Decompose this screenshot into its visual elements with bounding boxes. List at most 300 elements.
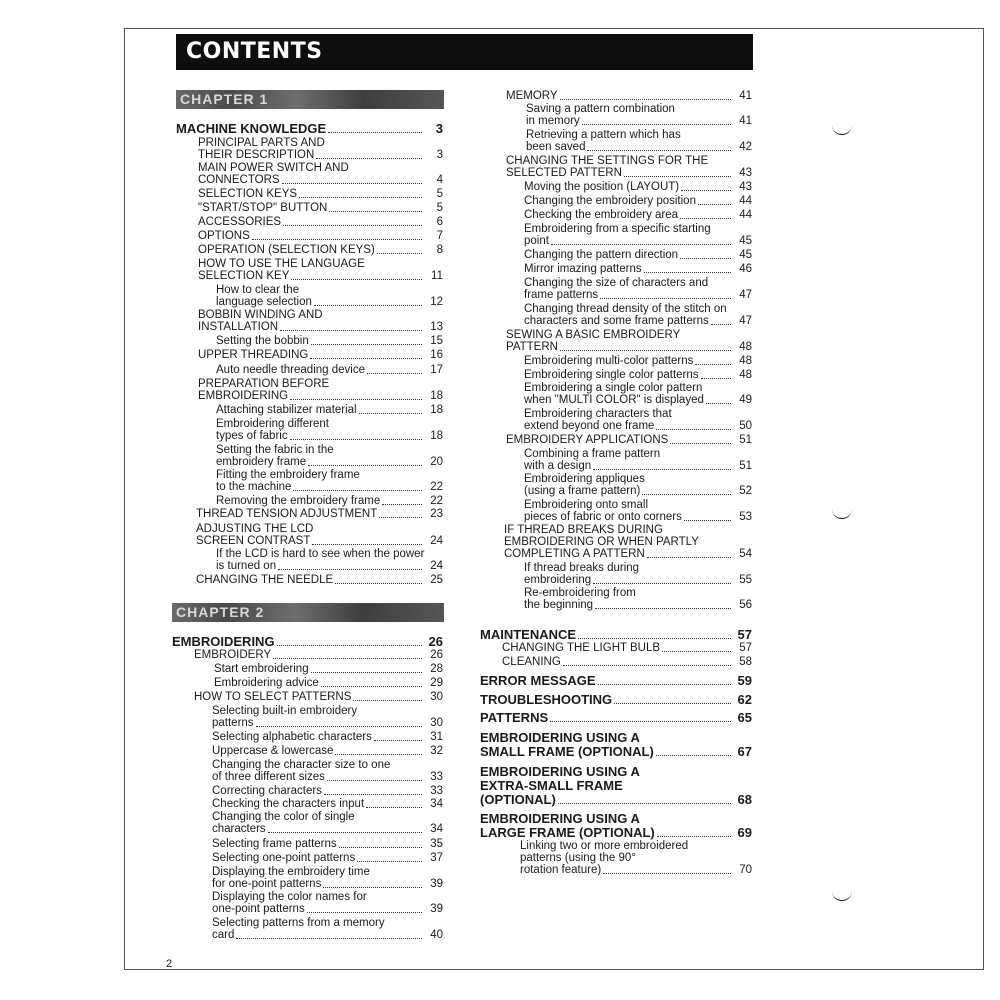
dot-leader bbox=[290, 399, 422, 400]
toc-entry-title: Selecting one-point patterns bbox=[212, 852, 356, 864]
toc-entry-page-number: 57 bbox=[739, 642, 752, 654]
toc-entry-title: OPTIONS bbox=[198, 230, 250, 242]
toc-entry-title: in memory bbox=[526, 115, 580, 127]
toc-entry-page-number: 58 bbox=[739, 656, 752, 668]
toc-entry-page-number: 48 bbox=[739, 341, 752, 353]
dot-leader bbox=[560, 99, 731, 100]
dot-leader bbox=[366, 807, 422, 808]
toc-entry-their-description[interactable] bbox=[198, 149, 443, 162]
dot-leader bbox=[560, 350, 731, 351]
toc-entry-title: OPERATION (SELECTION KEYS) bbox=[198, 244, 375, 256]
toc-entry-correcting-characters[interactable] bbox=[212, 785, 443, 798]
toc-entry-title: Attaching stabilizer material bbox=[216, 404, 357, 416]
toc-entry-title: patterns bbox=[212, 717, 254, 729]
contents-header bbox=[176, 34, 753, 70]
toc-entry-title: with a design bbox=[524, 460, 592, 472]
toc-entry-title: CHANGING THE NEEDLE bbox=[196, 574, 334, 586]
toc-entry-when-multi-color-is-displayed[interactable] bbox=[524, 394, 752, 407]
toc-entry-title: CHANGING THE LIGHT BULB bbox=[502, 642, 661, 654]
dot-leader bbox=[706, 403, 731, 404]
toc-entry-title: Selecting frame patterns bbox=[212, 838, 337, 850]
toc-entry-one-point-patterns[interactable] bbox=[212, 903, 443, 916]
toc-entry-troubleshooting[interactable] bbox=[480, 692, 752, 707]
dot-leader bbox=[624, 176, 731, 177]
toc-entry-auto-needle-threading-device[interactable] bbox=[216, 364, 443, 377]
toc-entry-page-number: 39 bbox=[430, 903, 443, 915]
toc-entry-embroidering-advice[interactable] bbox=[214, 677, 443, 690]
toc-entry-mirror-imazing-patterns[interactable] bbox=[524, 263, 752, 276]
toc-entry-page-number: 45 bbox=[739, 235, 752, 247]
toc-entry-title: to the machine bbox=[216, 481, 292, 493]
toc-entry-with-a-design[interactable] bbox=[524, 460, 752, 473]
toc-entry-heading-line: Displaying the embroidery time bbox=[212, 866, 370, 878]
toc-entry-heading-line: Saving a pattern combination bbox=[526, 103, 675, 115]
toc-entry-heading-line: Changing thread density of the stitch on bbox=[524, 303, 727, 315]
chapter-1-label: CHAPTER 1 bbox=[180, 91, 269, 107]
toc-entry-been-saved[interactable] bbox=[526, 141, 752, 154]
toc-entry-thread-tension-adjustment[interactable] bbox=[196, 508, 443, 521]
toc-entry-extend-beyond-one-frame[interactable] bbox=[524, 420, 752, 433]
toc-entry-embroidery[interactable] bbox=[194, 649, 443, 662]
toc-entry-heading-line: EMBROIDERING USING A bbox=[480, 730, 640, 745]
toc-entry-title: EMBROIDERING bbox=[172, 634, 275, 649]
dot-leader bbox=[335, 754, 422, 755]
toc-entry-title: SCREEN CONTRAST bbox=[196, 535, 311, 547]
dot-leader bbox=[587, 150, 731, 151]
dot-leader bbox=[311, 672, 422, 673]
toc-entry-title: HOW TO SELECT PATTERNS bbox=[194, 691, 352, 703]
toc-entry-heading-line: Changing the color of single bbox=[212, 811, 355, 823]
toc-entry-page-number: 8 bbox=[436, 244, 443, 256]
toc-entry-title: SELECTED PATTERN bbox=[506, 167, 622, 179]
toc-entry-page-number: 29 bbox=[430, 677, 443, 689]
dot-leader bbox=[323, 887, 422, 888]
toc-entry-types-of-fabric[interactable] bbox=[216, 430, 443, 443]
toc-entry-page-number: 26 bbox=[430, 649, 443, 661]
toc-entry-page-number: 25 bbox=[430, 574, 443, 586]
chapter-2-banner bbox=[172, 603, 444, 622]
toc-entry-removing-the-embroidery-frame[interactable] bbox=[216, 495, 443, 508]
dot-leader bbox=[711, 324, 731, 325]
toc-entry-title: (OPTIONAL) bbox=[480, 792, 556, 807]
toc-entry-page-number: 54 bbox=[739, 548, 752, 560]
toc-entry-title: ERROR MESSAGE bbox=[480, 673, 596, 688]
toc-entry-accessories[interactable] bbox=[198, 216, 443, 229]
toc-entry-page-number: 15 bbox=[430, 335, 443, 347]
toc-entry-heading-line: HOW TO USE THE LANGUAGE bbox=[198, 258, 365, 270]
toc-entry-heading-line: Retrieving a pattern which has bbox=[526, 129, 681, 141]
toc-entry-rotation-feature[interactable] bbox=[520, 864, 752, 877]
toc-entry-heading-line: Re-embroidering from bbox=[524, 587, 636, 599]
toc-entry-page-number: 22 bbox=[430, 481, 443, 493]
dot-leader bbox=[339, 847, 422, 848]
toc-entry-page-number: 18 bbox=[430, 390, 443, 402]
toc-entry-page-number: 5 bbox=[436, 202, 443, 214]
toc-entry-page-number: 51 bbox=[739, 434, 752, 446]
dot-leader bbox=[657, 836, 731, 837]
toc-entry-patterns[interactable] bbox=[212, 717, 443, 730]
toc-entry-heading-line: Fitting the embroidery frame bbox=[216, 469, 360, 481]
toc-entry-title: extend beyond one frame bbox=[524, 420, 655, 432]
toc-entry-heading-line: Changing the character size to one bbox=[212, 759, 391, 771]
toc-entry-embroidering[interactable] bbox=[524, 574, 752, 587]
toc-entry-operation-selection-keys[interactable] bbox=[198, 244, 443, 257]
chapter-1-banner bbox=[176, 90, 444, 109]
toc-entry-title: Moving the position (LAYOUT) bbox=[524, 181, 680, 193]
toc-entry-heading-line: Changing the size of characters and bbox=[524, 277, 709, 289]
toc-entry-page-number: 30 bbox=[430, 691, 443, 703]
toc-entry-page-number: 11 bbox=[431, 270, 443, 282]
toc-entry-page-number: 33 bbox=[430, 785, 443, 797]
toc-entry-title: one-point patterns bbox=[212, 903, 305, 915]
toc-entry-heading-line: Embroidering a single color pattern bbox=[524, 382, 703, 394]
toc-entry-page-number: 35 bbox=[430, 838, 443, 850]
dot-leader bbox=[647, 557, 731, 558]
dot-leader bbox=[256, 726, 422, 727]
toc-entry-title: types of fabric bbox=[216, 430, 288, 442]
toc-entry-title: Checking the embroidery area bbox=[524, 209, 679, 221]
toc-entry-to-the-machine[interactable] bbox=[216, 481, 443, 494]
dot-leader bbox=[680, 258, 731, 259]
toc-entry-page-number: 65 bbox=[737, 710, 752, 725]
toc-entry-title: Changing the embroidery position bbox=[524, 195, 696, 207]
dot-leader bbox=[593, 469, 731, 470]
toc-entry-card[interactable] bbox=[212, 929, 443, 942]
toc-entry-characters-and-some-frame-patterns[interactable] bbox=[524, 315, 752, 328]
toc-entry-heading-line: PRINCIPAL PARTS AND bbox=[198, 137, 325, 149]
toc-entry-title: SELECTION KEYS bbox=[198, 188, 298, 200]
toc-entry-pieces-of-fabric-or-onto-corners[interactable] bbox=[524, 511, 752, 524]
toc-entry-screen-contrast[interactable] bbox=[196, 535, 443, 548]
toc-entry-heading-line: ADJUSTING THE LCD bbox=[196, 523, 314, 535]
toc-entry-title: Start embroidering bbox=[214, 663, 309, 675]
toc-entry-title: embroidering bbox=[524, 574, 592, 586]
toc-entry-page-number: 49 bbox=[739, 394, 752, 406]
toc-entry-page-number: 7 bbox=[436, 230, 443, 242]
toc-entry-page-number: 50 bbox=[739, 420, 752, 432]
toc-entry-heading-line: EMBROIDERING USING A bbox=[480, 811, 640, 826]
toc-entry-embroidery-applications[interactable] bbox=[506, 434, 752, 447]
toc-entry-completing-a-pattern[interactable] bbox=[504, 548, 752, 561]
toc-entry-title: characters and some frame patterns bbox=[524, 315, 709, 327]
toc-entry-page-number: 55 bbox=[739, 574, 752, 586]
toc-entry-title: language selection bbox=[216, 296, 312, 308]
toc-entry-embroidery-frame[interactable] bbox=[216, 456, 443, 469]
toc-entry-page-number: 16 bbox=[430, 349, 443, 361]
toc-entry-page-number: 44 bbox=[739, 209, 752, 221]
toc-entry-moving-the-position-layout[interactable] bbox=[524, 181, 752, 194]
toc-entry-page-number: 68 bbox=[737, 792, 752, 807]
toc-entry-heading-line: PREPARATION BEFORE bbox=[198, 378, 330, 390]
dot-leader bbox=[353, 700, 422, 701]
toc-entry-page-number: 22 bbox=[430, 495, 443, 507]
toc-entry-memory[interactable] bbox=[506, 90, 752, 103]
dot-leader bbox=[329, 211, 422, 212]
page-title: CONTENTS bbox=[186, 39, 323, 64]
toc-entry-frame-patterns[interactable] bbox=[524, 289, 752, 302]
toc-entry-cleaning[interactable] bbox=[502, 656, 752, 669]
dot-leader bbox=[273, 658, 422, 659]
toc-entry-heading-line: CHANGING THE SETTINGS FOR THE bbox=[506, 155, 709, 167]
dot-leader bbox=[558, 803, 731, 804]
dot-leader bbox=[335, 583, 422, 584]
toc-entry-title: Changing the pattern direction bbox=[524, 249, 679, 261]
toc-entry-small-frame-optional[interactable] bbox=[480, 744, 752, 759]
toc-entry-heading-line: MAIN POWER SWITCH AND bbox=[198, 162, 349, 174]
toc-entry-page-number: 28 bbox=[430, 663, 443, 675]
toc-entry-page-number: 45 bbox=[739, 249, 752, 261]
toc-entry-title: Mirror imazing patterns bbox=[524, 263, 642, 275]
toc-entry-page-number: 24 bbox=[430, 535, 443, 547]
dot-leader bbox=[290, 439, 422, 440]
dot-leader bbox=[382, 504, 422, 505]
toc-entry-heading-line: BOBBIN WINDING AND bbox=[198, 309, 323, 321]
toc-entry-page-number: 39 bbox=[430, 878, 443, 890]
toc-entry-title: card bbox=[212, 929, 235, 941]
toc-entry-changing-the-light-bulb[interactable] bbox=[502, 642, 752, 655]
toc-entry-title: characters bbox=[212, 823, 266, 835]
toc-entry-heading-line: Linking two or more embroidered bbox=[520, 840, 689, 852]
toc-entry-heading-line: IF THREAD BREAKS DURING bbox=[504, 524, 663, 536]
toc-entry-heading-line: Embroidering different bbox=[216, 418, 329, 430]
toc-entry-title: frame patterns bbox=[524, 289, 599, 301]
toc-entry-embroidering[interactable] bbox=[172, 634, 443, 649]
toc-entry-for-one-point-patterns[interactable] bbox=[212, 878, 443, 891]
toc-entry-title: Removing the embroidery frame bbox=[216, 495, 381, 507]
toc-entry-title: MAINTENANCE bbox=[480, 627, 577, 642]
toc-entry-page-number: 41 bbox=[739, 90, 752, 102]
toc-entry-error-message[interactable] bbox=[480, 673, 752, 688]
toc-entry-page-number: 42 bbox=[739, 141, 752, 153]
dot-leader bbox=[308, 465, 422, 466]
dot-leader bbox=[310, 358, 422, 359]
toc-entry-title: THREAD TENSION ADJUSTMENT bbox=[196, 508, 378, 520]
toc-entry-title: EMBROIDERY APPLICATIONS bbox=[506, 434, 669, 446]
toc-entry-attaching-stabilizer-material[interactable] bbox=[216, 404, 443, 417]
dot-leader bbox=[670, 443, 731, 444]
dot-leader bbox=[681, 190, 731, 191]
toc-entry-maintenance[interactable] bbox=[480, 627, 752, 642]
toc-entry-title: for one-point patterns bbox=[212, 878, 322, 890]
toc-entry-language-selection[interactable] bbox=[216, 296, 443, 309]
dot-leader bbox=[293, 490, 422, 491]
toc-entry-page-number: 17 bbox=[430, 364, 443, 376]
dot-leader bbox=[684, 520, 731, 521]
toc-entry-title: PATTERN bbox=[506, 341, 558, 353]
toc-entry-start-embroidering[interactable] bbox=[214, 663, 443, 676]
toc-entry-embroidering-single-color-patterns[interactable] bbox=[524, 369, 752, 382]
dot-leader bbox=[377, 253, 422, 254]
toc-entry-page-number: 32 bbox=[430, 745, 443, 757]
dot-leader bbox=[236, 938, 422, 939]
toc-entry-changing-the-pattern-direction[interactable] bbox=[524, 249, 752, 262]
toc-entry-heading-line: Setting the fabric in the bbox=[216, 444, 334, 456]
toc-entry-title: pieces of fabric or onto corners bbox=[524, 511, 682, 523]
dot-leader bbox=[311, 344, 422, 345]
toc-entry-machine-knowledge[interactable] bbox=[176, 121, 443, 136]
dot-leader bbox=[598, 684, 731, 685]
toc-entry-selected-pattern[interactable] bbox=[506, 167, 752, 180]
toc-entry-upper-threading[interactable] bbox=[198, 349, 443, 362]
toc-entry-page-number: 57 bbox=[737, 627, 752, 642]
toc-entry-page-number: 46 bbox=[739, 263, 752, 275]
toc-entry-pattern[interactable] bbox=[506, 341, 752, 354]
toc-entry-page-number: 31 bbox=[430, 731, 443, 743]
toc-entry-title: rotation feature) bbox=[520, 864, 602, 876]
toc-entry-page-number: 34 bbox=[430, 798, 443, 810]
dot-leader bbox=[551, 244, 731, 245]
toc-entry-heading-line: EMBROIDERING OR WHEN PARTLY bbox=[504, 536, 699, 548]
dot-leader bbox=[614, 703, 731, 704]
toc-entry-characters[interactable] bbox=[212, 823, 443, 836]
dot-leader bbox=[595, 608, 731, 609]
toc-entry-page-number: 34 bbox=[430, 823, 443, 835]
toc-entry-page-number: 12 bbox=[430, 296, 443, 308]
toc-entry-page-number: 43 bbox=[739, 181, 752, 193]
toc-entry-in-memory[interactable] bbox=[526, 115, 752, 128]
toc-entry-title: MACHINE KNOWLEDGE bbox=[176, 121, 327, 136]
dot-leader bbox=[277, 645, 422, 646]
toc-entry-setting-the-bobbin[interactable] bbox=[216, 335, 443, 348]
dot-leader bbox=[316, 158, 422, 159]
dot-leader bbox=[299, 197, 422, 198]
toc-entry-page-number: 69 bbox=[737, 825, 752, 840]
toc-entry-page-number: 51 bbox=[739, 460, 752, 472]
toc-entry-title: of three different sizes bbox=[212, 771, 325, 783]
toc-entry-how-to-select-patterns[interactable] bbox=[194, 691, 443, 704]
toc-entry-uppercase-lowercase[interactable] bbox=[212, 745, 443, 758]
toc-entry-heading-line: Selecting patterns from a memory bbox=[212, 917, 385, 929]
toc-entry-selecting-one-point-patterns[interactable] bbox=[212, 852, 443, 865]
toc-entry-title: EMBROIDERY bbox=[194, 649, 272, 661]
toc-entry-page-number: 47 bbox=[739, 289, 752, 301]
toc-entry-changing-the-embroidery-position[interactable] bbox=[524, 195, 752, 208]
chapter-2-label: CHAPTER 2 bbox=[176, 604, 265, 620]
toc-entry-selecting-frame-patterns[interactable] bbox=[212, 838, 443, 851]
toc-entry-is-turned-on[interactable] bbox=[216, 560, 443, 573]
toc-entry-page-number: 23 bbox=[430, 508, 443, 520]
dot-leader bbox=[374, 740, 422, 741]
toc-entry-page-number: 18 bbox=[430, 430, 443, 442]
toc-entry-selection-keys[interactable] bbox=[198, 188, 443, 201]
dot-leader bbox=[582, 124, 731, 125]
dot-leader bbox=[656, 429, 731, 430]
toc-entry-title: Auto needle threading device bbox=[216, 364, 365, 376]
toc-entry-page-number: 56 bbox=[739, 599, 752, 611]
toc-entry-page-number: 4 bbox=[436, 174, 443, 186]
toc-entry-connectors[interactable] bbox=[198, 174, 443, 187]
dot-leader bbox=[324, 794, 422, 795]
toc-entry-page-number: 20 bbox=[430, 456, 443, 468]
toc-entry-title: Uppercase & lowercase bbox=[212, 745, 334, 757]
dot-leader bbox=[367, 373, 422, 374]
toc-entry-page-number: 26 bbox=[428, 634, 443, 649]
toc-entry-heading-line: Displaying the color names for bbox=[212, 891, 367, 903]
toc-entry-heading-line: SEWING A BASIC EMBROIDERY bbox=[506, 329, 681, 341]
toc-entry-using-a-frame-pattern[interactable] bbox=[524, 485, 752, 498]
toc-entry-heading-line: Selecting built-in embroidery bbox=[212, 705, 358, 717]
toc-entry-the-beginning[interactable] bbox=[524, 599, 752, 612]
toc-entry-changing-the-needle[interactable] bbox=[196, 574, 443, 587]
toc-entry-patterns[interactable] bbox=[480, 710, 752, 725]
toc-entry-embroidering[interactable] bbox=[198, 390, 443, 403]
dot-leader bbox=[312, 544, 422, 545]
toc-entry-title: been saved bbox=[526, 141, 586, 153]
toc-entry-title: Embroidering single color patterns bbox=[524, 369, 699, 381]
toc-entry-installation[interactable] bbox=[198, 321, 443, 334]
toc-entry-page-number: 6 bbox=[436, 216, 443, 228]
dot-leader bbox=[291, 279, 422, 280]
toc-entry-page-number: 33 bbox=[430, 771, 443, 783]
toc-entry-title: COMPLETING A PATTERN bbox=[504, 548, 645, 560]
toc-entry-title: CLEANING bbox=[502, 656, 561, 668]
toc-entry-checking-the-embroidery-area[interactable] bbox=[524, 209, 752, 222]
toc-entry-title: is turned on bbox=[216, 560, 277, 572]
toc-entry-title: SMALL FRAME (OPTIONAL) bbox=[480, 744, 654, 759]
toc-entry-page-number: 3 bbox=[435, 121, 443, 136]
toc-entry-point[interactable] bbox=[524, 235, 752, 248]
toc-entry-heading-line: Combining a frame pattern bbox=[524, 448, 661, 460]
toc-entry-title: INSTALLATION bbox=[198, 321, 279, 333]
dot-leader bbox=[252, 239, 422, 240]
toc-entry-page-number: 5 bbox=[436, 188, 443, 200]
dot-leader bbox=[662, 651, 731, 652]
dot-leader bbox=[642, 494, 731, 495]
toc-entry-title: Checking the characters input bbox=[212, 798, 365, 810]
toc-entry-heading-line: EMBROIDERING USING A bbox=[480, 764, 640, 779]
dot-leader bbox=[359, 413, 422, 414]
toc-entry-title: PATTERNS bbox=[480, 710, 549, 725]
toc-entry-start-stop-button[interactable] bbox=[198, 202, 443, 215]
toc-entry-optional[interactable] bbox=[480, 792, 752, 807]
toc-entry-heading-line: If thread breaks during bbox=[524, 562, 640, 574]
dot-leader bbox=[680, 218, 731, 219]
toc-entry-title: Embroidering multi-color patterns bbox=[524, 355, 694, 367]
toc-entry-title: "START/STOP" BUTTON bbox=[198, 202, 328, 214]
toc-entry-options[interactable] bbox=[198, 230, 443, 243]
toc-entry-page-number: 40 bbox=[430, 929, 443, 941]
dot-leader bbox=[701, 378, 731, 379]
toc-entry-title: EMBROIDERING bbox=[198, 390, 289, 402]
toc-entry-large-frame-optional[interactable] bbox=[480, 825, 752, 840]
toc-entry-page-number: 41 bbox=[739, 115, 752, 127]
toc-entry-title: TROUBLESHOOTING bbox=[480, 692, 613, 707]
toc-entry-embroidering-multi-color-patterns[interactable] bbox=[524, 355, 752, 368]
toc-entry-page-number: 48 bbox=[739, 355, 752, 367]
toc-entry-selection-key[interactable] bbox=[198, 270, 443, 283]
toc-entry-heading-line: If the LCD is hard to see when the power bbox=[216, 548, 425, 560]
toc-entry-title: MEMORY bbox=[506, 90, 558, 102]
dot-leader bbox=[593, 583, 731, 584]
toc-entry-title: SELECTION KEY bbox=[198, 270, 290, 282]
toc-entry-heading-line: Embroidering from a specific starting bbox=[524, 223, 711, 235]
toc-entry-title: CONNECTORS bbox=[198, 174, 280, 186]
toc-entry-title: when "MULTI COLOR" is displayed bbox=[524, 394, 704, 406]
dot-leader bbox=[268, 832, 422, 833]
toc-entry-checking-the-characters-input[interactable] bbox=[212, 798, 443, 811]
dot-leader bbox=[600, 298, 731, 299]
toc-entry-title: LARGE FRAME (OPTIONAL) bbox=[480, 825, 655, 840]
toc-entry-of-three-different-sizes[interactable] bbox=[212, 771, 443, 784]
toc-entry-page-number: 37 bbox=[430, 852, 443, 864]
toc-entry-page-number: 43 bbox=[739, 167, 752, 179]
dot-leader bbox=[603, 873, 731, 874]
toc-entry-selecting-alphabetic-characters[interactable] bbox=[212, 731, 443, 744]
dot-leader bbox=[280, 330, 422, 331]
toc-entry-heading-line: How to clear the bbox=[216, 284, 300, 296]
dot-leader bbox=[695, 364, 731, 365]
toc-entry-heading-line: EXTRA-SMALL FRAME bbox=[480, 778, 623, 793]
